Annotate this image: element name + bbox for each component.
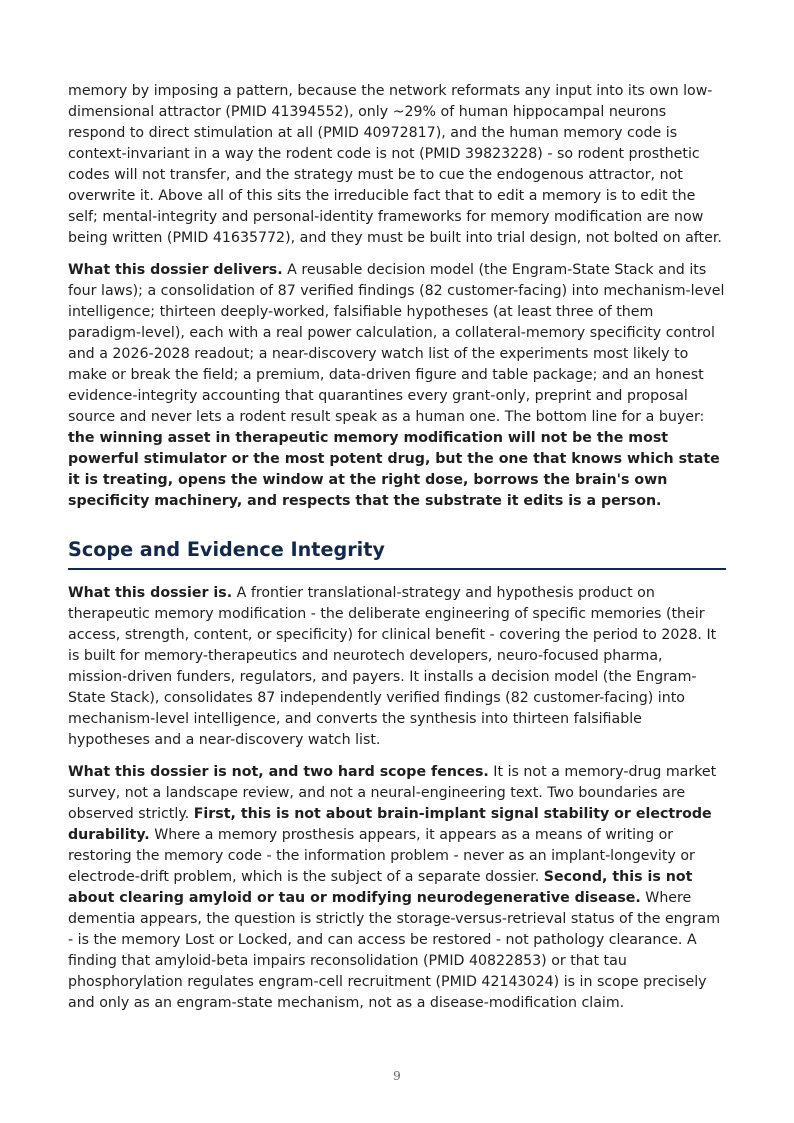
paragraph-deliverables bbox=[68, 260, 726, 512]
paragraph-lead: What this dossier is not, and two hard scope fences. bbox=[68, 764, 489, 780]
scope-fence-second: Second, this is not about clearing amyloid or tau or modifying neurodegenerative disease. bbox=[68, 869, 693, 906]
paragraph-continuation bbox=[68, 81, 726, 249]
paragraph-text: A frontier translational-strategy and hypothesis product on therapeutic memory modification - the deliberate engineering of specific memories (their access, strength, content, or specificity) for clinical benefit - covering the period to 2028. It is built for memory-therapeutics and neurotech developers, neuro-focused pharma, mission-driven funders, regulators, and payers. It installs a decision model (the Engram-State Stack), consolidates 87 independently verified findings (82 customer-facing) into mechanism-level intelligence, and converts the synthesis into thirteen falsifiable hypotheses and a near-discovery watch list. bbox=[68, 585, 717, 748]
scope-fence-first: First, this is not about brain-implant signal stability or electrode durability. bbox=[68, 806, 712, 843]
page-body bbox=[68, 81, 726, 1025]
paragraph-text: A reusable decision model (the Engram-State Stack and its four laws); a consolidation of 87 verified findings (82 customer-facing) into mechanism-level intelligence; thirteen deeply-worked, falsifiable hypotheses (at least three of them paradigm-level), each with a real power calculation, a collateral-memory specificity control and a 2026-2028 readout; a near-discovery watch list of the experiments most likely to make or break the field; a premium, data-driven figure and table package; and an honest evidence-integrity accounting that quarantines every grant-only, preprint and proposal source and never lets a rodent result speak as a human one. The bottom line for a buyer: bbox=[68, 262, 725, 425]
section-heading: Scope and Evidence Integrity bbox=[68, 538, 726, 570]
paragraph-text: It is not a memory-drug market survey, not a landscape review, and not a neural-engineering text. Two boundaries are observed strictly. bbox=[68, 764, 717, 822]
paragraph-lead: What this dossier is. bbox=[68, 585, 233, 601]
paragraph-text: memory by imposing a pattern, because the network reformats any input into its own low-dimensional attractor (PMID 41394552), only ~29% of human hippocampal neurons respond to direct stimulation at all (PMID 40972817), and the human memory code is context-invariant in a way the rodent code is not (PMID 39823228) - so rodent prosthetic codes will not transfer, and the strategy must be to cue the endogenous attractor, not overwrite it. Above all of this sits the irreducible fact that to edit a memory is to edit the self; mental-integrity and personal-identity frameworks for memory modification are now being written (PMID 41635772), and they must be built into trial design, not bolted on after. bbox=[68, 83, 722, 246]
bottom-line-emphasis: the winning asset in therapeutic memory modification will not be the most powerful stimulator or the most potent drug, but the one that knows which state it is treating, opens the window at the right dose, borrows the brain's own specificity machinery, and respects that the substrate it edits is a person. bbox=[68, 430, 720, 509]
page-number: 9 bbox=[393, 1069, 401, 1083]
paragraph-text: Where dementia appears, the question is strictly the storage-versus-retrieval status of the engram - is the memory Lost or Locked, and can access be restored - not pathology clearance. A finding that amyloid-beta impairs reconsolidation (PMID 40822853) or that tau phosphorylation regulates engram-cell recruitment (PMID 42143024) is in scope precisely and only as an engram-state mechanism, not as a disease-modification claim. bbox=[68, 890, 721, 1011]
paragraph-lead: What this dossier delivers. bbox=[68, 262, 283, 278]
paragraph-what-it-is bbox=[68, 583, 726, 751]
paragraph-what-it-is-not bbox=[68, 762, 726, 1014]
paragraph-text: Where a memory prosthesis appears, it appears as a means of writing or restoring the memory code - the information problem - never as an implant-longevity or electrode-drift problem, which is the subject of a separate dossier. bbox=[68, 827, 695, 885]
